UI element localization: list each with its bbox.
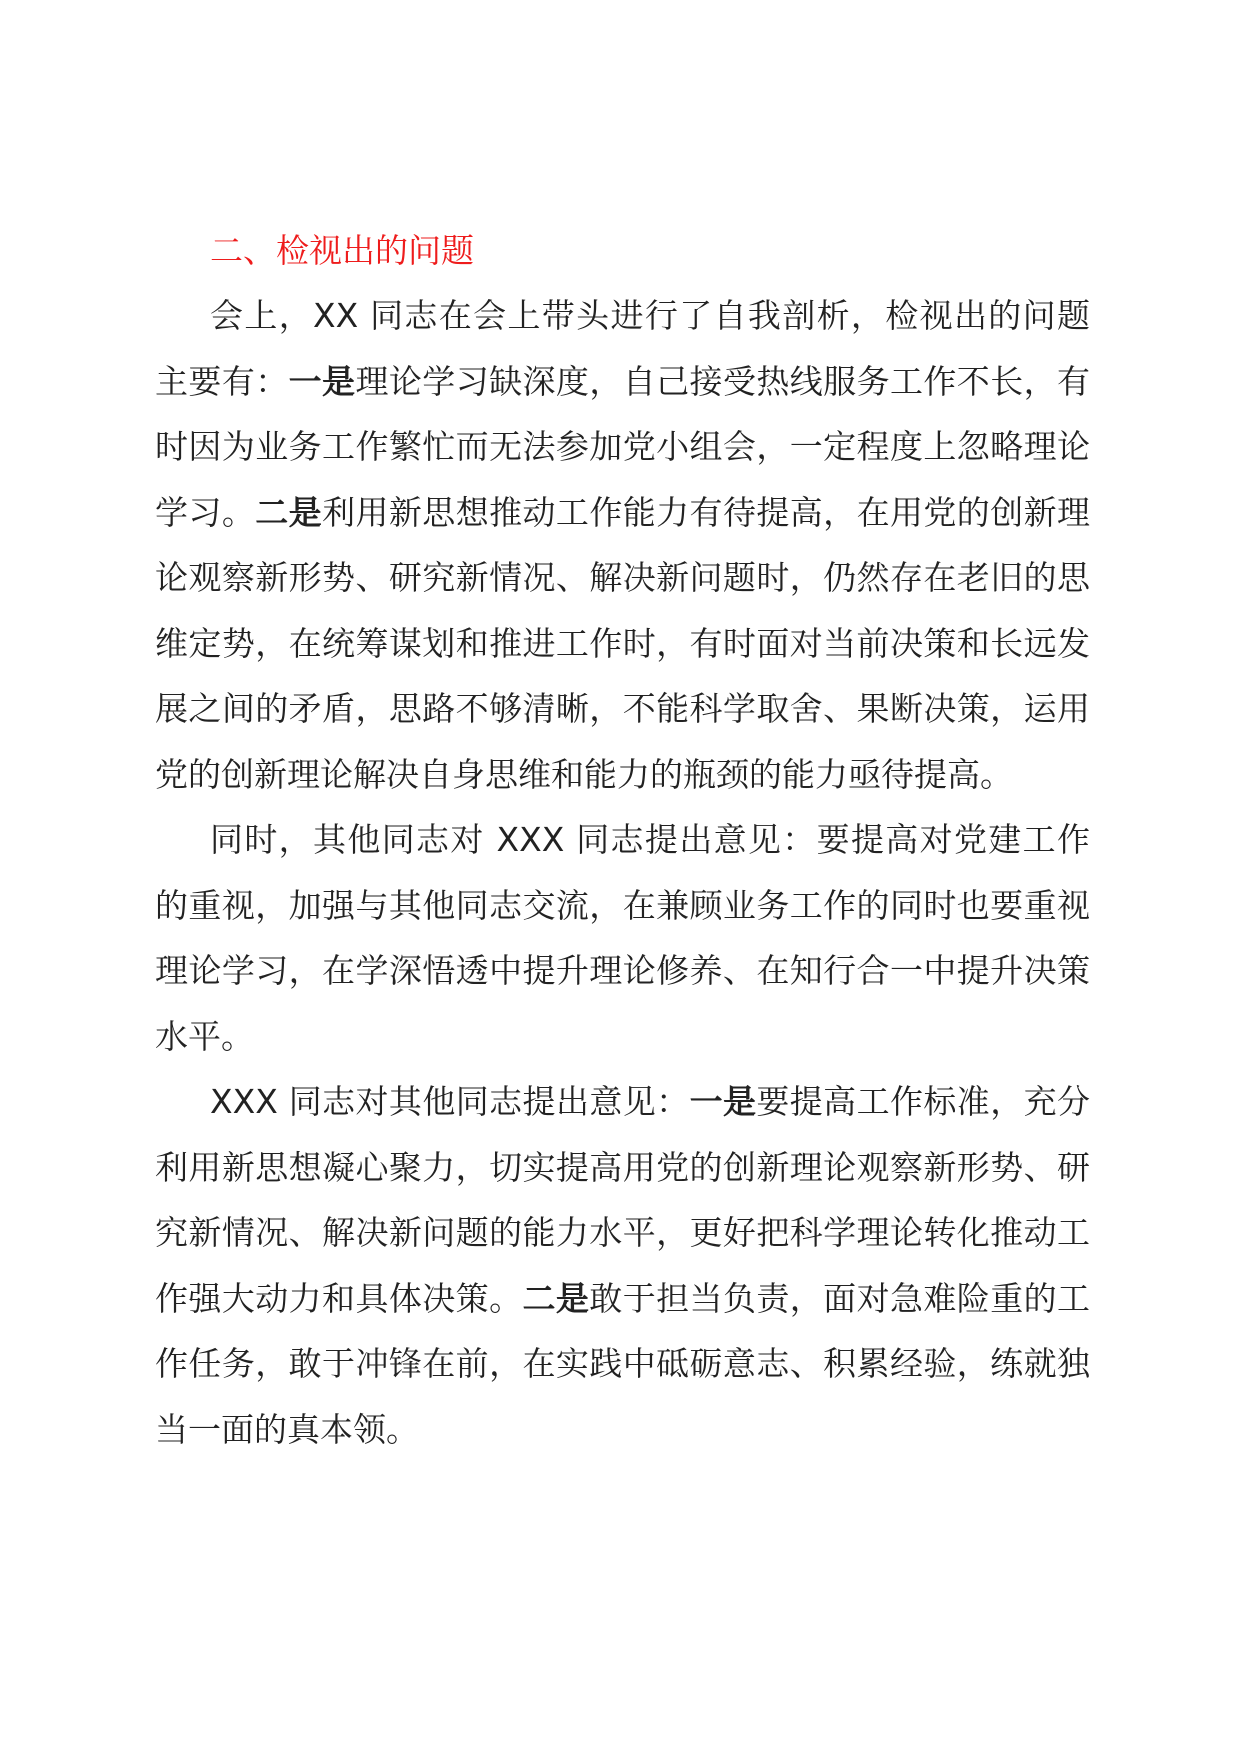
document-page (155, 218, 1090, 1462)
point-two-lead: 二是 (255, 492, 323, 532)
paragraph-text: 会上，XX 同志在会上带头进行了自我剖析，检视出的问题主要有： (155, 296, 1090, 401)
paragraph-opinions-to-others (155, 1069, 1090, 1462)
paragraph-text: 利用新思想推动工作能力有待提高，在用党的创新理论观察新形势、研究新情况、解决新问题时，仍然存在老旧的思维定势，在统筹谋划和推进工作时，有时面对当前决策和长远发展之间的矛盾，思路不够清晰，不能科学取舍、果断决策，运用党的创新理论解决自身思维和能力的瓶颈的能力亟待提高。 (155, 492, 1091, 794)
paragraph-text: 同时，其他同志对 XXX 同志提出意见：要提高对党建工作的重视，加强与其他同志交流，在兼顾业务工作的同时也要重视理论学习，在学深悟透中提升理论修养、在知行合一中提升决策水平。 (155, 820, 1090, 1056)
paragraph-peer-opinions (155, 807, 1090, 1069)
paragraph-text: 理论学习缺深度，自己接受热线服务工作不长，有时因为业务工作繁忙而无法参加党小组会，一定程度上忽略理论学习。 (155, 361, 1091, 532)
section-heading: 二、检视出的问题 (210, 231, 474, 270)
paragraph-text: XXX 同志对其他同志提出意见： (210, 1082, 690, 1121)
point-one-lead: 一是 (288, 361, 356, 401)
paragraph-text: 要提高工作标准，充分利用新思想凝心聚力，切实提高用党的创新理论观察新形势、研究新情况、解决新问题的能力水平，更好把科学理论转化推动工作强大动力和具体决策。 (155, 1082, 1091, 1318)
paragraph-self-analysis (155, 283, 1090, 807)
paragraph-text: 敢于担当负责，面对急难险重的工作任务，敢于冲锋在前，在实践中砥砺意志、积累经验，练就独当一面的真本领。 (155, 1278, 1091, 1449)
point-one-lead: 一是 (689, 1082, 757, 1121)
point-two-lead: 二是 (522, 1278, 590, 1318)
